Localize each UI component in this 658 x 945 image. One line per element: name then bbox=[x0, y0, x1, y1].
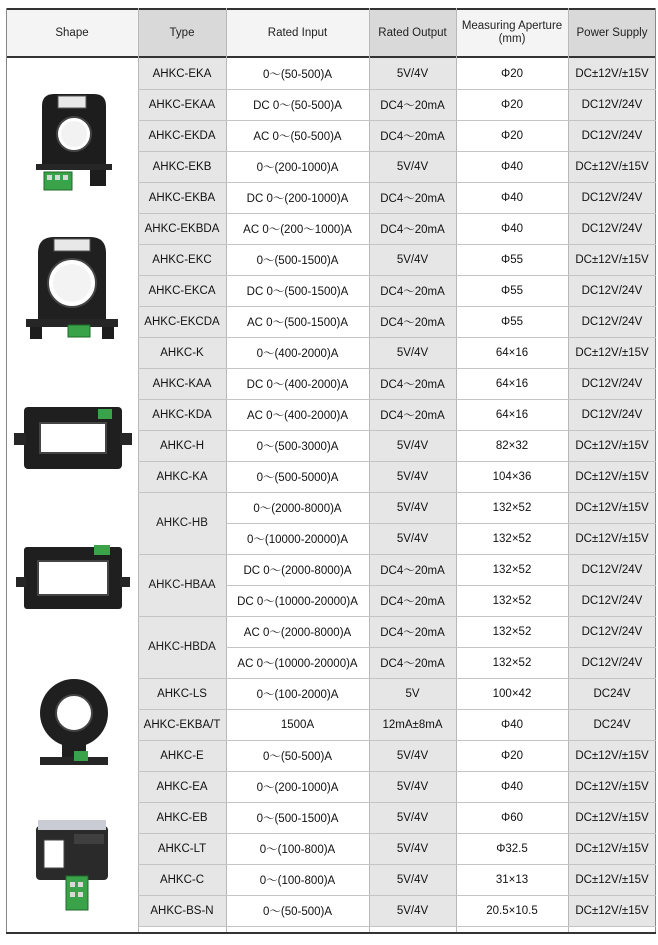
cell-rated-input: 0～(100-2000)A bbox=[226, 678, 369, 709]
cell-rated-input: 0～(400-2000)A bbox=[226, 337, 369, 368]
table-row bbox=[138, 709, 656, 740]
table-row bbox=[138, 151, 656, 182]
cell-type: AHKC-C bbox=[138, 864, 226, 895]
cell-rated-input: AC 0～(50-500)A bbox=[226, 120, 369, 151]
cell-rated-output: 5V/4V bbox=[369, 771, 456, 802]
cell-type: AHKC-H bbox=[138, 430, 226, 461]
table-row bbox=[138, 461, 656, 492]
cell-aperture: Φ40 bbox=[456, 771, 568, 802]
border-left bbox=[6, 8, 7, 934]
row-divider bbox=[138, 926, 656, 927]
row-divider bbox=[138, 182, 656, 183]
cell-rated-output: DC4～20mA bbox=[369, 120, 456, 151]
cell-type: AHKC-EA bbox=[138, 771, 226, 802]
cell-aperture: 20.5×10.5 bbox=[456, 895, 568, 926]
round-split-core-sensor-icon bbox=[34, 88, 114, 198]
cell-power: DC±12V/±15V bbox=[568, 864, 656, 895]
cell-rated-output: DC4～20mA bbox=[369, 616, 456, 647]
cell-rated-output: 5V/4V bbox=[369, 461, 456, 492]
cell-rated-output: DC4～20mA bbox=[369, 213, 456, 244]
cell-aperture: Φ40 bbox=[456, 709, 568, 740]
cell-rated-output: 5V/4V bbox=[369, 802, 456, 833]
row-divider bbox=[138, 616, 656, 617]
cell-power: DC±12V/±15V bbox=[568, 492, 656, 523]
cell-power: DC12V/24V bbox=[568, 647, 656, 678]
cell-aperture: Φ55 bbox=[456, 244, 568, 275]
cell-power: DC±12V/±15V bbox=[568, 337, 656, 368]
row-divider bbox=[138, 244, 656, 245]
cell-rated-output: 5V/4V bbox=[369, 833, 456, 864]
cell-rated-output: 5V/4V bbox=[369, 864, 456, 895]
cell-power: DC12V/24V bbox=[568, 275, 656, 306]
cell-rated-input: 0～(500-1500)A bbox=[226, 244, 369, 275]
cell-aperture: 64×16 bbox=[456, 337, 568, 368]
row-divider bbox=[138, 554, 656, 555]
cell-power: DC12V/24V bbox=[568, 120, 656, 151]
merged-type-hbda: AHKC-HBDA bbox=[138, 616, 226, 678]
table-row bbox=[138, 306, 656, 337]
table-row bbox=[138, 802, 656, 833]
cell-aperture: 132×52 bbox=[456, 647, 568, 678]
header-type: Type bbox=[138, 10, 226, 56]
row-divider bbox=[138, 771, 656, 772]
cell-rated-input: DC 0～(50-500)A bbox=[226, 89, 369, 120]
cell-type: AHKC-LT bbox=[138, 833, 226, 864]
row-divider bbox=[138, 337, 656, 338]
cell-power: DC12V/24V bbox=[568, 616, 656, 647]
row-divider bbox=[138, 740, 656, 741]
cell-rated-input: DC 0～(200-1000)A bbox=[226, 182, 369, 213]
table-row bbox=[138, 833, 656, 864]
table-row bbox=[138, 740, 656, 771]
row-divider bbox=[138, 399, 656, 400]
table-row bbox=[138, 213, 656, 244]
cell-power: DC12V/24V bbox=[568, 182, 656, 213]
cell-type: AHKC-KA bbox=[138, 461, 226, 492]
table-row bbox=[138, 275, 656, 306]
cell-rated-input: 0～(100-800)A bbox=[226, 833, 369, 864]
divider-output bbox=[456, 8, 457, 934]
cell-rated-input: 0～(500-1500)A bbox=[226, 802, 369, 833]
cell-rated-output: DC4～20mA bbox=[369, 182, 456, 213]
cell-aperture: Φ40 bbox=[456, 213, 568, 244]
cell-power: DC±12V/±15V bbox=[568, 833, 656, 864]
cell-rated-input: DC 0～(10000-20000)A bbox=[226, 585, 369, 616]
round-sensor-with-terminal-icon bbox=[24, 233, 120, 343]
cell-power: DC12V/24V bbox=[568, 306, 656, 337]
cell-aperture: Φ20 bbox=[456, 58, 568, 89]
cell-rated-output: 5V/4V bbox=[369, 244, 456, 275]
cell-rated-input: 0～(500-3000)A bbox=[226, 430, 369, 461]
cell-rated-input: AC 0～(2000-8000)A bbox=[226, 616, 369, 647]
header-aperture: Measuring Aperture (mm) bbox=[456, 10, 568, 56]
row-divider bbox=[138, 864, 656, 865]
cell-type: AHKC-LS bbox=[138, 678, 226, 709]
table-row bbox=[138, 120, 656, 151]
table-row bbox=[138, 678, 656, 709]
cell-power: DC12V/24V bbox=[568, 89, 656, 120]
cell-aperture: 100×42 bbox=[456, 678, 568, 709]
cell-type: AHKC-EKBDA bbox=[138, 213, 226, 244]
cell-rated-input: AC 0～(10000-20000)A bbox=[226, 647, 369, 678]
cell-power: DC±12V/±15V bbox=[568, 461, 656, 492]
cell-power: DC±12V/±15V bbox=[568, 430, 656, 461]
cell-rated-output: 5V/4V bbox=[369, 895, 456, 926]
divider-aperture bbox=[568, 8, 569, 934]
cell-type: AHKC-KAA bbox=[138, 368, 226, 399]
cell-rated-input: DC 0～(400-2000)A bbox=[226, 368, 369, 399]
cell-rated-input: AC 0～(200～1000)A bbox=[226, 213, 369, 244]
cell-aperture: Φ32.5 bbox=[456, 833, 568, 864]
cell-rated-input: 1500A bbox=[226, 709, 369, 740]
cell-aperture: 132×52 bbox=[456, 616, 568, 647]
cell-type: AHKC-E bbox=[138, 740, 226, 771]
header-rated-output: Rated Output bbox=[369, 10, 456, 56]
cell-rated-output: 12mA±8mA bbox=[369, 709, 456, 740]
shape-column bbox=[6, 58, 138, 934]
divider-input bbox=[369, 8, 370, 934]
row-divider bbox=[138, 368, 656, 369]
row-divider bbox=[138, 833, 656, 834]
cell-rated-input: 0～(2000-8000)A bbox=[226, 492, 369, 523]
cell-type: AHKC-EB bbox=[138, 802, 226, 833]
cell-type: AHKC-EKA bbox=[138, 58, 226, 89]
cell-aperture: 132×52 bbox=[456, 492, 568, 523]
cell-aperture: Φ20 bbox=[456, 740, 568, 771]
table-row bbox=[138, 89, 656, 120]
cell-rated-input: 0～(500-5000)A bbox=[226, 461, 369, 492]
cell-power: DC24V bbox=[568, 678, 656, 709]
cell-aperture: Φ40 bbox=[456, 182, 568, 213]
table-row bbox=[138, 337, 656, 368]
cell-power: DC±12V/±15V bbox=[568, 895, 656, 926]
cell-rated-output: DC4～20mA bbox=[369, 554, 456, 585]
cell-rated-input: AC 0～(400-2000)A bbox=[226, 399, 369, 430]
cell-rated-output: DC4～20mA bbox=[369, 368, 456, 399]
row-divider bbox=[138, 461, 656, 462]
cell-aperture: 132×52 bbox=[456, 523, 568, 554]
row-divider bbox=[138, 430, 656, 431]
merged-type-hbaa: AHKC-HBAA bbox=[138, 554, 226, 616]
row-divider bbox=[138, 275, 656, 276]
table-row bbox=[138, 368, 656, 399]
cell-aperture: 82×32 bbox=[456, 430, 568, 461]
cell-rated-input: 0～(50-500)A bbox=[226, 740, 369, 771]
cell-rated-output: DC4～20mA bbox=[369, 89, 456, 120]
row-divider bbox=[138, 89, 656, 90]
row-divider bbox=[138, 709, 656, 710]
cell-power: DC±12V/±15V bbox=[568, 523, 656, 554]
compact-block-sensor-icon bbox=[26, 816, 118, 916]
divider-type bbox=[226, 8, 227, 934]
cell-aperture: 31×13 bbox=[456, 864, 568, 895]
table-row bbox=[138, 864, 656, 895]
cell-aperture: 132×52 bbox=[456, 554, 568, 585]
cell-aperture: Φ55 bbox=[456, 306, 568, 337]
cell-type: AHKC-EKBA bbox=[138, 182, 226, 213]
cell-rated-input: 0～(200-1000)A bbox=[226, 151, 369, 182]
cell-type: AHKC-EKCDA bbox=[138, 306, 226, 337]
cell-aperture: Φ20 bbox=[456, 89, 568, 120]
cell-aperture: 132×52 bbox=[456, 585, 568, 616]
cell-rated-input: 0～(50-500)A bbox=[226, 895, 369, 926]
header-power: Power Supply bbox=[568, 10, 656, 56]
cell-rated-input: 0～(10000-20000)A bbox=[226, 523, 369, 554]
table-row bbox=[138, 430, 656, 461]
cell-power: DC±12V/±15V bbox=[568, 740, 656, 771]
cell-power: DC12V/24V bbox=[568, 368, 656, 399]
cell-rated-input: 0～(200-1000)A bbox=[226, 771, 369, 802]
row-divider bbox=[138, 151, 656, 152]
cell-aperture: Φ20 bbox=[456, 120, 568, 151]
cell-type: AHKC-EKAA bbox=[138, 89, 226, 120]
cell-type: AHKC-EKC bbox=[138, 244, 226, 275]
cell-power: DC±12V/±15V bbox=[568, 58, 656, 89]
cell-rated-output: 5V bbox=[369, 678, 456, 709]
table-row bbox=[138, 895, 656, 926]
cell-type: AHKC-EKB bbox=[138, 151, 226, 182]
cell-type: AHKC-EKCA bbox=[138, 275, 226, 306]
cell-rated-output: DC4～20mA bbox=[369, 647, 456, 678]
row-divider bbox=[138, 120, 656, 121]
cell-type: AHKC-KDA bbox=[138, 399, 226, 430]
header-shape: Shape bbox=[6, 10, 138, 56]
border-right bbox=[655, 8, 656, 934]
row-divider bbox=[226, 523, 656, 524]
large-rectangular-sensor-icon bbox=[14, 543, 132, 613]
cell-rated-output: 5V/4V bbox=[369, 151, 456, 182]
cell-rated-input: 0～(100-800)A bbox=[226, 864, 369, 895]
table-row bbox=[138, 182, 656, 213]
cell-rated-output: 5V/4V bbox=[369, 337, 456, 368]
cell-aperture: 64×16 bbox=[456, 399, 568, 430]
cell-type: AHKC-EKDA bbox=[138, 120, 226, 151]
cell-power: DC±12V/±15V bbox=[568, 151, 656, 182]
cell-power: DC±12V/±15V bbox=[568, 244, 656, 275]
table-row bbox=[138, 58, 656, 89]
row-divider bbox=[138, 492, 656, 493]
cell-power: DC±12V/±15V bbox=[568, 802, 656, 833]
cell-type: AHKC-EKBA/T bbox=[138, 709, 226, 740]
table-row bbox=[138, 771, 656, 802]
table-row bbox=[138, 399, 656, 430]
cell-rated-output: 5V/4V bbox=[369, 58, 456, 89]
row-divider bbox=[138, 678, 656, 679]
row-divider bbox=[138, 802, 656, 803]
cell-rated-output: DC4～20mA bbox=[369, 275, 456, 306]
cell-power: DC12V/24V bbox=[568, 554, 656, 585]
cell-rated-output: DC4～20mA bbox=[369, 399, 456, 430]
round-bracket-sensor-icon bbox=[36, 673, 112, 773]
row-divider bbox=[226, 647, 656, 648]
cell-aperture: Φ40 bbox=[456, 151, 568, 182]
row-divider bbox=[138, 306, 656, 307]
cell-rated-input: DC 0～(2000-8000)A bbox=[226, 554, 369, 585]
cell-power: DC12V/24V bbox=[568, 213, 656, 244]
cell-rated-output: 5V/4V bbox=[369, 492, 456, 523]
cell-type: AHKC-BS-N bbox=[138, 895, 226, 926]
table-header bbox=[6, 8, 656, 58]
row-divider bbox=[138, 213, 656, 214]
cell-aperture: 104×36 bbox=[456, 461, 568, 492]
cell-rated-output: 5V/4V bbox=[369, 430, 456, 461]
cell-power: DC±12V/±15V bbox=[568, 771, 656, 802]
table-bottom-border bbox=[6, 932, 656, 934]
rectangular-sensor-icon bbox=[12, 403, 134, 473]
spec-table bbox=[6, 8, 656, 934]
cell-aperture: Φ60 bbox=[456, 802, 568, 833]
divider-shape bbox=[138, 8, 139, 934]
cell-rated-input: 0～(50-500)A bbox=[226, 58, 369, 89]
cell-power: DC12V/24V bbox=[568, 585, 656, 616]
row-divider bbox=[138, 895, 656, 896]
cell-aperture: Φ55 bbox=[456, 275, 568, 306]
cell-rated-output: 5V/4V bbox=[369, 740, 456, 771]
cell-rated-output: 5V/4V bbox=[369, 523, 456, 554]
table-row bbox=[138, 244, 656, 275]
header-rated-input: Rated Input bbox=[226, 10, 369, 56]
cell-type: AHKC-K bbox=[138, 337, 226, 368]
cell-rated-input: AC 0～(500-1500)A bbox=[226, 306, 369, 337]
cell-rated-output: DC4～20mA bbox=[369, 306, 456, 337]
cell-aperture: 64×16 bbox=[456, 368, 568, 399]
cell-power: DC12V/24V bbox=[568, 399, 656, 430]
cell-rated-output: DC4～20mA bbox=[369, 585, 456, 616]
row-divider bbox=[226, 585, 656, 586]
merged-type-hb: AHKC-HB bbox=[138, 492, 226, 554]
cell-rated-input: DC 0～(500-1500)A bbox=[226, 275, 369, 306]
cell-power: DC24V bbox=[568, 709, 656, 740]
